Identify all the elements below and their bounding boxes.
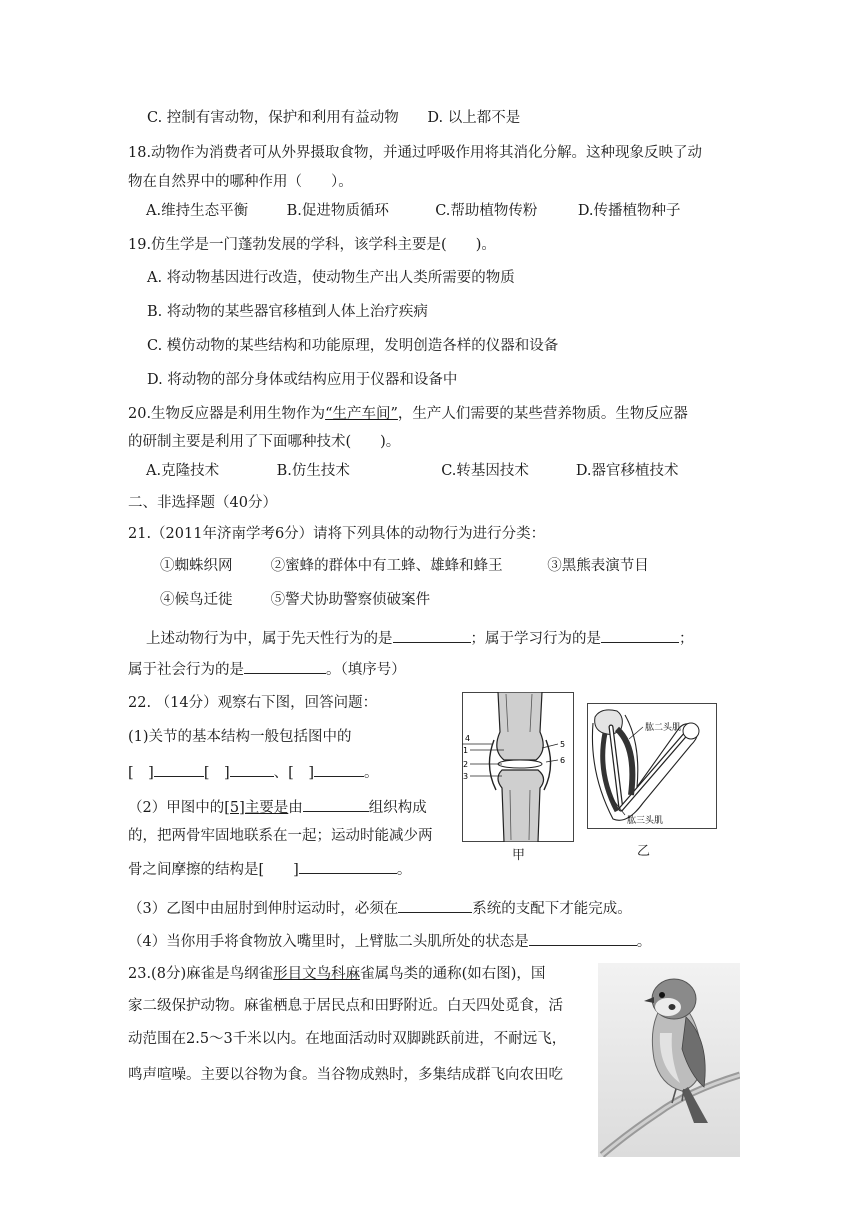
label-triceps: 肱三头肌 — [627, 816, 664, 826]
bird-cheek — [655, 998, 681, 1016]
item-5: ⑤警犬协助警察侦破案件 — [270, 592, 431, 608]
q19-option-b: B. 将动物的某些器官移植到人体上治疗疾病 — [147, 304, 428, 320]
label-4: 4 — [465, 734, 471, 743]
part4-text: （4）当你用手将食物放入嘴里时，上臂肱二头肌所处的状态是 — [128, 934, 529, 950]
q23-line3: 动范围在2.5～3千米以内。在地面活动时双脚跳跃前进，不耐远飞， — [128, 1031, 567, 1047]
q22-part3 — [128, 897, 632, 919]
label-5: 5 — [560, 740, 566, 749]
item-3: ③黑熊表演节目 — [547, 558, 649, 574]
figure-caption-jia: 甲 — [512, 848, 526, 863]
q19-option-d: D. 将动物的部分身体或结构应用于仪器和设备中 — [147, 372, 458, 388]
part2-text-end: 组织构成 — [368, 800, 427, 816]
option-c: C. 控制有害动物，保护和利用有益动物 — [147, 110, 399, 126]
answer-blank-learned[interactable] — [601, 627, 679, 643]
section-heading: 二、非选择题（40分） — [128, 495, 277, 511]
joint-diagram — [462, 692, 574, 842]
answer-label-social: 属于社会行为的是 — [128, 662, 244, 678]
q22-part2-line2: 的，把两骨牢固地联系在一起；运动时能减少两 — [128, 828, 433, 844]
option-b: B.仿生技术 — [276, 463, 350, 479]
q20-stem-line1 — [128, 404, 688, 424]
q20-stem-post: ，生产人们需要的某些营养物质。生物反应器 — [397, 406, 688, 422]
part2-label: （2）甲图中的 — [128, 800, 225, 816]
q22-part4 — [128, 930, 651, 952]
answer-note: 。（填序号） — [326, 662, 406, 678]
option-b: B.促进物质循环 — [286, 203, 389, 219]
part2-structure-label: 骨之间摩擦的结构是[ ] — [128, 862, 299, 878]
q21-stem: 21.（2011年济南学考6分）请将下列具体的动物行为进行分类： — [128, 526, 546, 542]
label-biceps: 肱二头肌 — [645, 723, 682, 733]
q19-option-a: A. 将动物基因进行改造，使动物生产出人类所需要的物质 — [147, 270, 515, 286]
label-3: 3 — [463, 772, 469, 781]
hand — [683, 723, 699, 739]
q17-options — [147, 108, 520, 128]
option-d: D. 以上都不是 — [427, 110, 521, 126]
item-4: ④候鸟迁徙 — [160, 592, 233, 608]
option-c: C.转基因技术 — [441, 463, 529, 479]
lower-bone — [498, 770, 544, 842]
answer-blank[interactable] — [154, 761, 204, 777]
bracket-3: 、[ ] — [273, 765, 314, 781]
q22-stem: 22. （14分）观察右下图，回答问题： — [128, 695, 378, 711]
q20-stem-underlined: “生产车间” — [325, 406, 398, 422]
q23-text-a: 23.(8分)麻雀是鸟纲雀 — [128, 966, 274, 982]
q23-line1 — [128, 964, 545, 984]
joint-cavity — [498, 760, 542, 768]
label-1: 1 — [463, 746, 469, 755]
option-a: A.克隆技术 — [146, 463, 220, 479]
q23-text-b: 雀属鸟类的通称(如右图)，国 — [360, 966, 546, 982]
label-2: 2 — [463, 760, 469, 769]
part2-underlined: [5]主要是 — [224, 800, 289, 816]
q20-stem-pre: 20.生物反应器是利用生物作为 — [128, 406, 326, 422]
option-c: C.帮助植物传粉 — [435, 203, 538, 219]
option-d: D.传播植物种子 — [577, 203, 681, 219]
q21-answer-line2 — [128, 658, 406, 680]
option-a: A.维持生态平衡 — [146, 203, 249, 219]
answer-blank-innate[interactable] — [393, 627, 471, 643]
bird-eye — [659, 992, 665, 998]
answer-blank-structure[interactable] — [299, 858, 397, 874]
answer-label-innate: 上述动物行为中，属于先天性行为的是 — [146, 631, 393, 647]
answer-blank[interactable] — [230, 761, 274, 777]
q21-items-row2 — [160, 590, 430, 610]
q23-line2: 家二级保护动物。麻雀栖息于居民点和田野附近。白天四处觅食，活 — [128, 998, 563, 1014]
q23-underlined: 形目文鸟科麻 — [273, 966, 361, 982]
q23-line4: 鸣声喧噪。主要以谷物为食。当谷物成熟时，多集结成群飞向农田吃 — [128, 1067, 563, 1083]
q19-stem: 19.仿生学是一门蓬勃发展的学科，该学科主要是( )。 — [128, 237, 496, 253]
arm-muscle-diagram — [587, 703, 717, 829]
answer-blank-state[interactable] — [529, 930, 637, 946]
q22-part2-line3 — [128, 858, 411, 880]
period: 。 — [396, 862, 412, 878]
answer-label-learned: ；属于学习行为的是 — [470, 631, 601, 647]
q18-options — [146, 201, 681, 221]
q18-stem-line2: 物在自然界中的哪种作用（ ）。 — [128, 174, 353, 190]
answer-blank-system[interactable] — [398, 897, 472, 913]
bracket-2: [ ] — [203, 765, 230, 781]
q22-part2-line1 — [128, 796, 427, 818]
q21-answer-line1 — [146, 627, 694, 649]
q19-option-c: C. 模仿动物的某些结构和功能原理，发明创造各样的仪器和设备 — [147, 338, 559, 354]
answer-blank-tissue[interactable] — [303, 796, 369, 812]
answer-blank-social[interactable] — [244, 658, 326, 674]
item-1: ①蜘蛛织网 — [160, 558, 233, 574]
q20-stem-line2: 的研制主要是利用了下面哪种技术( )。 — [128, 434, 401, 450]
label-6: 6 — [560, 756, 566, 765]
bird-ear-patch — [669, 1004, 676, 1010]
sparrow-photo — [598, 963, 740, 1157]
q22-part1-blanks — [128, 761, 378, 783]
period: 。 — [636, 934, 652, 950]
part3-text: （3）乙图中由屈肘到伸肘运动时，必须在 — [128, 901, 399, 917]
part3-text-end: 系统的支配下才能完成。 — [472, 901, 632, 917]
q20-options — [146, 461, 679, 481]
period: 。 — [363, 765, 379, 781]
bracket-1: [ ] — [128, 765, 154, 781]
q21-items-row1 — [160, 556, 649, 576]
option-d: D.器官移植技术 — [575, 463, 679, 479]
separator: ； — [679, 631, 694, 647]
item-2: ②蜜蜂的群体中有工蜂、雄蜂和蜂王 — [270, 558, 503, 574]
q18-stem-line1: 18.动物作为消费者可从外界摄取食物，并通过呼吸作用将其消化分解。这种现象反映了动 — [128, 145, 703, 161]
answer-blank[interactable] — [314, 761, 364, 777]
figure-caption-yi: 乙 — [637, 844, 651, 859]
q22-part1: (1)关节的基本结构一般包括图中的 — [128, 729, 352, 745]
part2-text: 由 — [288, 800, 303, 816]
